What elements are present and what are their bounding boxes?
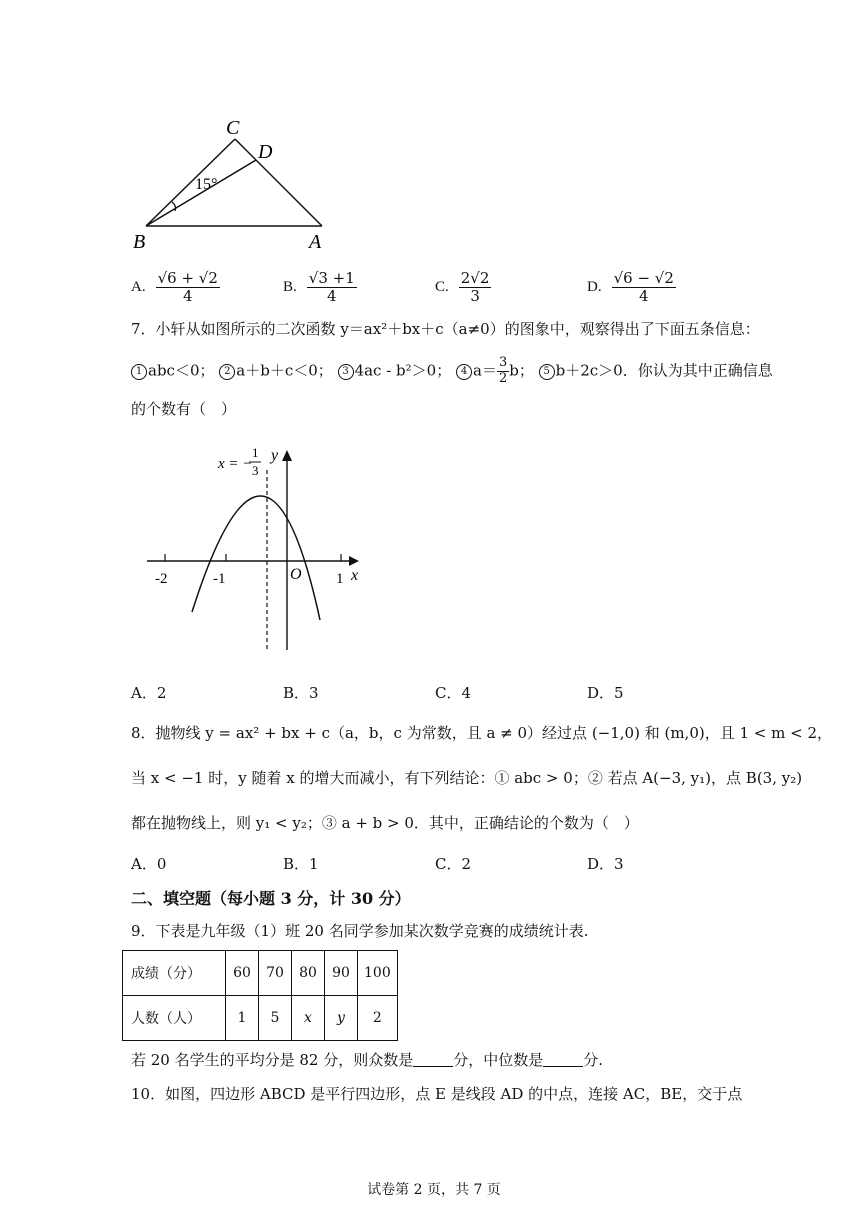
q6-option-d-fraction: $\frac{√6 - √2}{4}$ — [613, 269, 674, 306]
q6-option-d-label: D. — [587, 279, 602, 296]
table-cell: 2 — [358, 996, 398, 1041]
origin-label: O — [290, 566, 302, 583]
q10-line1: 10．如图，四边形 ABCD 是平行四边形，点 E 是线段 AD 的中点，连接 AC，BE，交于点 — [131, 1085, 743, 1103]
q6-option-b[interactable] — [283, 270, 357, 306]
q7-option-c[interactable]: C．4 — [435, 684, 472, 702]
tick-label-neg2: -2 — [155, 571, 168, 587]
q7-option-d[interactable]: D．5 — [587, 684, 624, 702]
table-cell: x — [292, 996, 325, 1041]
q6-option-b-fraction: $\frac{√3 +1}{4}$ — [308, 269, 355, 306]
q8-line2: 当 x < −1 时，y 随着 x 的增大而减小，有下列结论：① abc > 0；② 若点 A(−3, y₁)，点 B(3, y₂) — [131, 769, 803, 787]
x-axis-arrow — [349, 556, 359, 566]
tick-label-neg1: -1 — [213, 571, 226, 587]
q8-option-d[interactable]: D．3 — [587, 855, 624, 873]
y-axis-arrow — [282, 450, 292, 461]
table-cell: 100 — [358, 951, 398, 996]
parabola-graph — [140, 440, 370, 655]
table-row — [123, 951, 398, 996]
side-bc — [146, 139, 235, 226]
q7-line1: 7．小轩从如图所示的二次函数 y＝ax²＋bx＋c（a≠0）的图象中，观察得出了下面五条信息： — [131, 320, 760, 338]
table-row — [123, 996, 398, 1041]
table-header-count: 人数（人） — [123, 996, 226, 1041]
table-header-score: 成绩（分） — [123, 951, 226, 996]
q9-line1: 9．下表是九年级（1）班 20 名同学参加某次数学竞赛的成绩统计表. — [131, 922, 589, 940]
q7-line2: 1 abc＜0； 2 a＋b＋c＜0； 3 4ac - b²＞0； 4 a＝ $\frac{3}{2}$ b； 5 b＋2c＞0．你认为其中正确信息 — [131, 356, 773, 387]
table-cell: 70 — [259, 951, 292, 996]
q8-line1: 8．抛物线 y = ax² + bx + c（a，b，c 为常数，且 a ≠ 0）经过点 (−1,0) 和 (m,0)，且 1 < m < 2， — [131, 724, 833, 742]
answer-blank-median[interactable] — [543, 1054, 583, 1067]
symmetry-label: x = − — [218, 456, 253, 472]
score-table — [122, 950, 398, 1041]
page-footer: 试卷第 2 页，共 7 页 — [367, 1182, 501, 1198]
symmetry-label-num: 1 — [252, 445, 259, 460]
segment-bd — [146, 160, 256, 226]
q7-option-b[interactable]: B．3 — [283, 684, 319, 702]
y-axis-label: y — [271, 447, 279, 464]
q6-option-d[interactable] — [587, 270, 676, 306]
label-c: C — [226, 117, 240, 139]
side-ca — [235, 139, 322, 226]
label-b: B — [133, 231, 146, 253]
q8-option-a[interactable]: A．0 — [131, 855, 167, 873]
tick-label-1: 1 — [336, 571, 344, 587]
table-cell: 60 — [226, 951, 259, 996]
table-cell: y — [325, 996, 358, 1041]
parabola-curve — [192, 496, 320, 620]
x-axis-label: x — [351, 567, 359, 584]
q9-line2: 若 20 名学生的平均分是 82 分，则众数是 分，中位数是 分. — [131, 1051, 604, 1069]
q6-option-a[interactable] — [131, 270, 220, 306]
table-cell: 1 — [226, 996, 259, 1041]
table-cell: 90 — [325, 951, 358, 996]
q6-option-c[interactable] — [435, 270, 491, 306]
q8-line3: 都在抛物线上，则 y₁ < y₂；③ a + b > 0．其中，正确结论的个数为（ ） — [131, 814, 639, 832]
angle-label: 15° — [195, 176, 218, 193]
label-a: A — [309, 231, 322, 253]
q7-option-a[interactable]: A．2 — [131, 684, 167, 702]
q6-option-c-fraction: $\frac{2√2}{3}$ — [460, 269, 490, 306]
q8-option-c[interactable]: C．2 — [435, 855, 472, 873]
label-d: D — [258, 141, 273, 163]
q6-option-a-fraction: $\frac{√6 + √2}{4}$ — [157, 269, 218, 306]
q6-option-b-label: B. — [283, 279, 297, 296]
q8-option-b[interactable]: B．1 — [283, 855, 319, 873]
section-title: 二、填空题（每小题 3 分，计 30 分） — [131, 889, 411, 908]
q6-option-a-label: A. — [131, 279, 146, 296]
q7-line3: 的个数有（ ） — [131, 400, 237, 418]
table-cell: 5 — [259, 996, 292, 1041]
answer-blank-mode[interactable] — [413, 1054, 453, 1067]
triangle-figure — [125, 110, 345, 255]
q6-option-c-label: C. — [435, 279, 449, 296]
table-cell: 80 — [292, 951, 325, 996]
symmetry-label-den: 3 — [252, 463, 259, 478]
